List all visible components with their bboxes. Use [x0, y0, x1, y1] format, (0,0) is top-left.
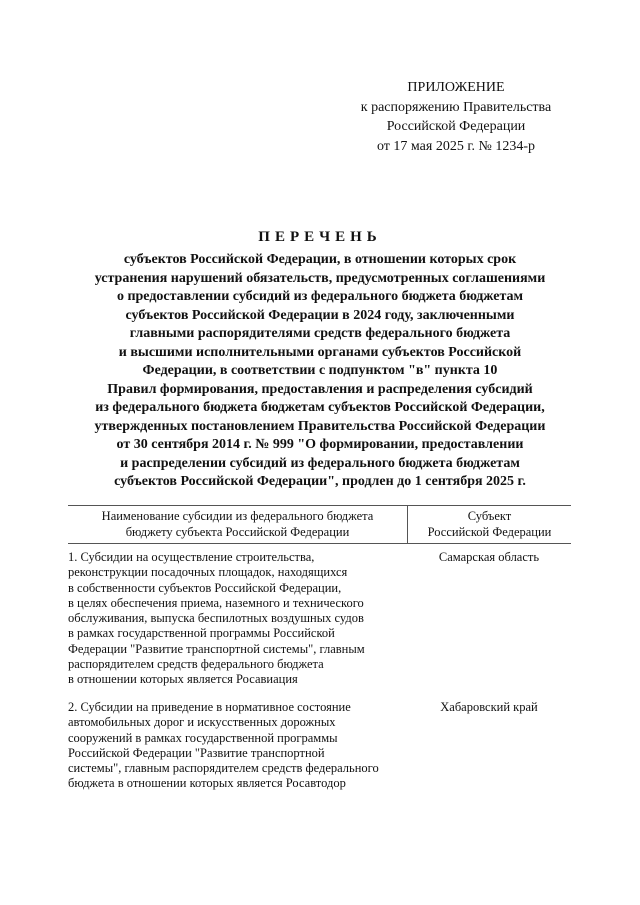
document-subtitle [0, 251, 640, 492]
subtitle-line: Федерации, в соответствии с подпунктом "в" пункта 10 [142, 363, 498, 378]
row-line: в целях обеспечения приема, наземного и технического [68, 595, 364, 610]
appendix-line: от 17 мая 2025 г. № 1234-р [376, 138, 536, 154]
subject-cell: Самарская область [438, 550, 540, 564]
header-subsidy-name [68, 506, 408, 543]
header-line: Российской Федерации [427, 525, 552, 539]
row-line: в собственности субъектов Российской Федерации, [68, 580, 342, 595]
row-line: системы", главным распорядителем средств федерального [68, 761, 379, 776]
appendix-line: Российской Федерации [386, 119, 526, 134]
subsidy-name-cell [68, 550, 407, 688]
subtitle-line: от 30 сентября 2014 г. № 999 "О формировании, предоставлении [116, 437, 524, 452]
row-line: 1. Субсидии на осуществление строительства, [68, 550, 315, 564]
table-row [68, 700, 571, 792]
subtitle-line: утвержденных постановлением Правительства Российской Федерации [94, 418, 546, 434]
subtitle-line: и высшими исполнительными органами субъектов Российской [118, 344, 522, 360]
row-line: распорядителем средств федерального бюджета [68, 657, 324, 672]
subtitle-line: Правил формирования, предоставления и распределения субсидий [107, 381, 533, 397]
subsidy-table [68, 505, 571, 791]
row-line: реконструкции посадочных площадок, находящихся [68, 565, 348, 580]
document-heading: ПЕРЕЧЕНЬ [258, 229, 382, 245]
subtitle-line: главными распорядителями средств федерального бюджета [129, 326, 511, 341]
row-line: Российской Федерации "Развитие транспортной [68, 745, 325, 760]
subtitle-line: о предоставлении субсидий из федерального бюджета бюджетам [116, 289, 524, 304]
appendix-block [320, 78, 592, 156]
appendix-line: ПРИЛОЖЕНИЕ [407, 80, 505, 95]
header-line: Субъект [467, 509, 512, 523]
subtitle-line: из федерального бюджета бюджетам субъектов Российской Федерации, [95, 400, 545, 415]
row-line: в отношении которых является Росавиация [68, 672, 298, 687]
row-line: в рамках государственной программы Российской [68, 626, 335, 641]
subtitle-line: субъектов Российской Федерации, в отношении которых срок [123, 252, 517, 267]
row-line: бюджета в отношении которых является Росавтодор [68, 776, 346, 791]
subsidy-name-cell [68, 700, 407, 792]
header-line: Наименование субсидии из федерального бюджета [101, 509, 374, 523]
subtitle-line: устранения нарушений обязательств, предусмотренных соглашениями [94, 270, 546, 286]
header-subject [408, 506, 571, 543]
header-line: бюджету субъекта Российской Федерации [125, 525, 350, 539]
row-line: автомобильных дорог и искусственных дорожных [68, 715, 336, 730]
table-row [68, 550, 571, 688]
appendix-line: к распоряжению Правительства [360, 99, 552, 115]
subtitle-line: и распределении субсидий из федерального бюджета бюджетам [120, 455, 520, 471]
table-header [68, 505, 571, 544]
subtitle-line: субъектов Российской Федерации в 2024 году, заключенными [125, 307, 515, 323]
row-line: 2. Субсидии на приведение в нормативное состояние [68, 700, 351, 714]
subtitle-line: субъектов Российской Федерации", продлен до 1 сентября 2025 г. [114, 474, 526, 489]
subject-cell: Хабаровский край [440, 700, 538, 714]
row-line: сооружений в рамках государственной программы [68, 730, 338, 745]
row-line: Федерации "Развитие транспортной системы", главным [68, 641, 365, 656]
row-line: обслуживания, выпуска беспилотных воздушных судов [68, 611, 364, 626]
